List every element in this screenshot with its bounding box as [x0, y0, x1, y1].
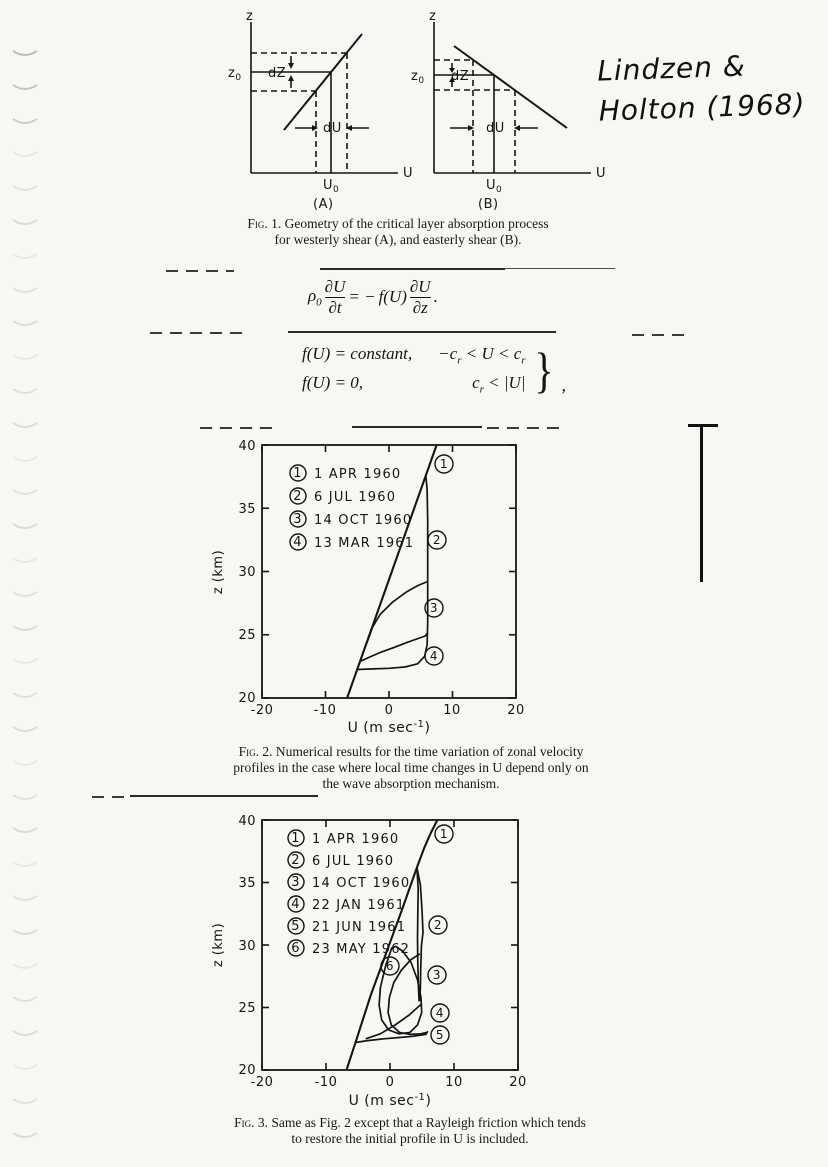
svg-text:10: 10: [443, 703, 461, 718]
svg-text:21 JUN 1961: 21 JUN 1961: [312, 920, 407, 935]
svg-text:1: 1: [439, 457, 449, 471]
svg-text:z0: $z_0$: [228, 66, 242, 83]
svg-text:6 JUL 1960: 6 JUL 1960: [312, 854, 395, 869]
fig3-xlabel: U (m $\sec^{-1}$): [348, 1092, 432, 1109]
fig2-x-tick-labels: [251, 703, 525, 718]
svg-text:z0: $z_0$: [411, 69, 425, 86]
svg-text:40: 40: [238, 814, 256, 829]
svg-text:(A): (A): [313, 197, 334, 212]
fig1-panel-a: [251, 22, 398, 173]
svg-text:14 OCT 1960: 14 OCT 1960: [314, 513, 413, 528]
fig1-panel-a-labels: [228, 9, 413, 212]
svg-text:14 OCT 1960: 14 OCT 1960: [312, 876, 411, 891]
binding-hole: [8, 1076, 42, 1104]
svg-text:U0: $U_0$: [323, 178, 340, 195]
svg-text:3: 3: [293, 512, 303, 527]
binding-hole: [8, 96, 42, 124]
binding-hole: [8, 434, 42, 462]
svg-text:3: 3: [432, 968, 442, 982]
crop-mark: [288, 331, 556, 333]
svg-text:20: 20: [509, 1075, 527, 1090]
legend-item: [288, 896, 405, 913]
svg-text:4: 4: [291, 897, 301, 912]
binding-hole: [8, 907, 42, 935]
scan-artifact-line: [688, 424, 718, 427]
svg-text:1: 1: [293, 466, 303, 481]
legend-item: [288, 918, 406, 935]
crop-mark: [130, 795, 318, 797]
binding-hole: [8, 704, 42, 732]
crop-mark: [92, 796, 126, 798]
svg-text:10: 10: [445, 1075, 463, 1090]
svg-text:25: 25: [238, 628, 256, 643]
svg-text:3: 3: [429, 601, 439, 615]
crop-mark: [320, 268, 505, 270]
svg-text:6: 6: [385, 959, 395, 973]
svg-text:-10: -10: [313, 703, 337, 718]
svg-text:dZ: dZ: [451, 69, 470, 84]
svg-text:z: z: [429, 9, 437, 24]
fig1-panel-b: [434, 22, 591, 173]
svg-text:2: 2: [433, 918, 443, 932]
svg-text:1: 1: [291, 831, 301, 846]
profile-curve-4: [360, 634, 427, 662]
legend-item: [288, 830, 399, 847]
legend-item: [290, 465, 401, 482]
binding-hole: [8, 1042, 42, 1070]
fig2-ticks: [262, 445, 516, 698]
fig3-plot: [188, 808, 544, 1120]
binding-hole: [8, 467, 42, 495]
binding-hole: [8, 873, 42, 901]
fig3-y-tick-labels: [238, 814, 256, 1078]
curve-label: [425, 647, 443, 665]
handwritten-line1: Lindzen &: [596, 49, 747, 88]
binding-hole: [8, 400, 42, 428]
svg-text:2: 2: [291, 853, 301, 868]
svg-text:30: 30: [238, 939, 256, 954]
binding-hole: [8, 569, 42, 597]
binding-hole: [8, 839, 42, 867]
fig2-ylabel: z (km): [211, 549, 226, 595]
binding-hole: [8, 62, 42, 90]
svg-text:dZ: dZ: [268, 66, 287, 81]
svg-text:20: 20: [238, 691, 256, 706]
svg-text:40: 40: [238, 439, 256, 454]
equation-1: $\rho_0$ $\frac{\partial U}{\partial t}$ = − f(U) $\frac{\partial U}{\partial z}$ .: [308, 277, 438, 318]
svg-text:3: 3: [291, 875, 301, 890]
crop-mark: [487, 427, 559, 429]
svg-text:-10: -10: [314, 1075, 338, 1090]
binding-hole: [8, 670, 42, 698]
binding-hole: [8, 129, 42, 157]
binding-hole: [8, 974, 42, 1002]
svg-text:25: 25: [238, 1001, 256, 1016]
svg-text:6: 6: [291, 941, 301, 956]
fig3-x-tick-labels: [251, 1075, 527, 1090]
svg-text:4: 4: [429, 649, 439, 663]
svg-text:1 APR 1960: 1 APR 1960: [314, 467, 402, 482]
legend-item: [288, 852, 394, 869]
crop-mark: [505, 268, 615, 269]
svg-text:35: 35: [238, 502, 256, 517]
fig2-curve-labels: [425, 455, 453, 665]
svg-text:35: 35: [238, 876, 256, 891]
fig2-curves: [347, 445, 437, 698]
fig2-legend: [290, 465, 414, 551]
crop-mark: [166, 270, 234, 272]
svg-text:23 MAY 1962: 23 MAY 1962: [312, 942, 411, 957]
fig3-ylabel: z (km): [211, 922, 226, 968]
fig2-plot: [188, 436, 540, 738]
svg-text:dU: dU: [486, 121, 505, 136]
fig1-caption: Fig. 1. Geometry of the critical layer absorption process for westerly shear (A), and easterly shear (B).: [247, 216, 549, 247]
binding-hole: [8, 163, 42, 191]
legend-item: [288, 940, 410, 957]
legend-item: [288, 874, 410, 891]
binding-hole: [8, 941, 42, 969]
curve-label: [429, 916, 447, 934]
svg-text:U: U: [596, 166, 607, 181]
curve-label: [435, 825, 453, 843]
binding-hole: [8, 603, 42, 631]
binding-hole: [8, 332, 42, 360]
svg-text:U0: $U_0$: [486, 178, 503, 195]
binding-hole: [8, 265, 42, 293]
legend-item: [290, 534, 414, 551]
curve-label: [381, 957, 399, 975]
legend-item: [290, 488, 396, 505]
svg-text:13 MAR 1961: 13 MAR 1961: [314, 536, 415, 551]
crop-mark: [150, 332, 246, 334]
svg-text:5: 5: [291, 919, 301, 934]
svg-text:2: 2: [293, 489, 303, 504]
crop-mark: [632, 334, 690, 336]
svg-text:dU: dU: [323, 121, 342, 136]
binding-hole: [8, 1008, 42, 1036]
svg-text:(B): (B): [478, 197, 499, 212]
svg-text:0: 0: [385, 1075, 395, 1090]
binding-hole: [8, 535, 42, 563]
svg-text:20: 20: [238, 1063, 256, 1078]
svg-text:U: U: [403, 166, 414, 181]
binding-hole: [8, 28, 42, 56]
fig1-diagram: [182, 8, 612, 215]
binding-hole: [8, 636, 42, 664]
curve-label: [431, 1026, 449, 1044]
svg-text:4: 4: [293, 535, 303, 550]
profile-curve-5: [355, 1031, 427, 1042]
binding-hole: [8, 772, 42, 800]
svg-text:20: 20: [507, 703, 525, 718]
fig2-y-tick-labels: [238, 439, 256, 706]
svg-text:4: 4: [435, 1006, 445, 1020]
svg-text:1: 1: [439, 827, 449, 841]
fig1-panel-b-labels: [411, 9, 606, 212]
binding-hole: [8, 501, 42, 529]
svg-text:0: 0: [384, 703, 394, 718]
svg-text:30: 30: [238, 565, 256, 580]
curve-label: [428, 531, 446, 549]
binding-hole: [8, 366, 42, 394]
svg-text:5: 5: [435, 1028, 445, 1042]
fig2-xlabel: U (m $\sec^{-1}$): [347, 719, 431, 736]
binding-hole: [8, 805, 42, 833]
svg-text:1 APR 1960: 1 APR 1960: [312, 832, 400, 847]
crop-mark: [200, 427, 280, 429]
fig2-caption: Fig. 2. Numerical results for the time variation of zonal velocity profiles in the case where local time changes in U depend only on the wave absorption mechanism.: [233, 744, 589, 791]
profile-curve-1: [347, 445, 437, 698]
svg-text:-20: -20: [250, 703, 274, 718]
curve-label: [431, 1004, 449, 1022]
binding-hole: [8, 298, 42, 326]
svg-text:22 JAN 1961: 22 JAN 1961: [312, 898, 406, 913]
svg-text:-20: -20: [250, 1075, 274, 1090]
svg-text:z: z: [246, 9, 254, 24]
binding-hole: [8, 231, 42, 259]
crop-mark: [352, 426, 482, 428]
fig3-caption: Fig. 3. Same as Fig. 2 except that a Rayleigh friction which tends to restore the initial profile in U is included.: [234, 1115, 586, 1146]
svg-text:2: 2: [432, 533, 442, 547]
fig2-axes-box: [262, 445, 516, 698]
binding-hole: [8, 197, 42, 225]
binding-hole: [8, 1110, 42, 1138]
handwritten-line2: Holton (1968): [598, 87, 807, 128]
handwritten-citation: [597, 44, 806, 131]
profile-curve-3: [363, 582, 427, 653]
svg-text:6 JUL 1960: 6 JUL 1960: [314, 490, 397, 505]
equation-2: f(U) = constant, $-c_r < U < c_r$ f(U) = 0, $c_r < |U|$ } ,: [302, 341, 567, 398]
binding-hole: [8, 738, 42, 766]
scan-artifact-line: [700, 424, 703, 582]
legend-item: [290, 511, 412, 528]
curve-label: [435, 455, 453, 473]
curve-label: [428, 966, 446, 984]
